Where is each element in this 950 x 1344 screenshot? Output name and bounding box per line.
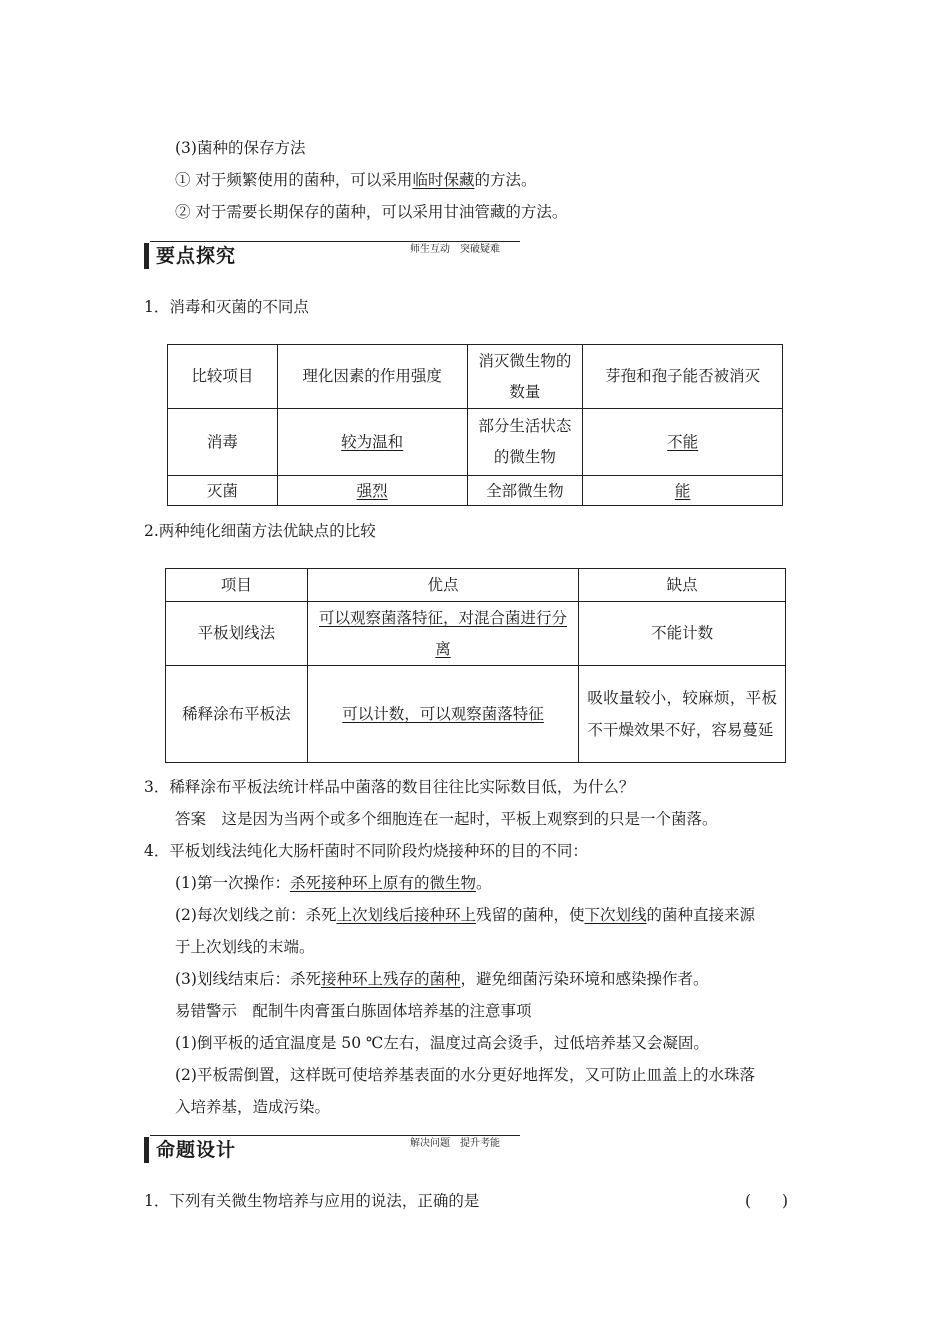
table-header-row (168, 345, 783, 409)
table-cell: 强烈 (277, 476, 467, 506)
table-row (168, 476, 783, 506)
q1-title: 1．消毒和灭菌的不同点 (144, 298, 309, 316)
table-header-row (166, 569, 786, 602)
q4-step-2: (2)每次划线之前：杀死上次划线后接种环上残留的菌种，使下次划线的菌种直接来源 (175, 906, 756, 924)
q4-step-3: (3)划线结束后：杀死接种环上残存的菌种，避免细菌污染环境和感染操作者。 (175, 970, 709, 988)
table-row (166, 666, 786, 763)
table-header: 比较项目 (168, 345, 278, 409)
table-cell: 能 (583, 476, 783, 506)
intro-heading: (3)菌种的保存方法 (175, 139, 306, 157)
section-rule (150, 1135, 520, 1136)
table-header: 缺点 (579, 569, 786, 602)
answer-bracket: ( ) (745, 1192, 789, 1210)
table-cell: 较为温和 (277, 409, 467, 476)
table-cell: 吸收量较小，较麻烦，平板不干燥效果不好，容易蔓延 (579, 666, 786, 763)
table-row (168, 409, 783, 476)
q4-step-2-cont: 于上次划线的末端。 (175, 938, 315, 956)
section-bar (144, 1137, 149, 1163)
disinfection-table (167, 344, 783, 506)
table-header: 项目 (166, 569, 308, 602)
underlined-answer: 临时保藏 (412, 171, 475, 189)
warning-point-2: (2)平板需倒置，这样既可使培养基表面的水分更好地挥发，又可防止皿盖上的水珠落 (175, 1066, 755, 1084)
section-title: 要点探究 (156, 245, 237, 267)
question-1: 1．下列有关微生物培养与应用的说法，正确的是 (144, 1192, 480, 1210)
table-cell: 稀释涂布平板法 (166, 666, 308, 763)
table-cell: 不能计数 (579, 602, 786, 666)
table-cell: 可以计数，可以观察菌落特征 (307, 666, 579, 763)
intro-item-1: ① 对于频繁使用的菌种，可以采用临时保藏的方法。 (175, 171, 537, 189)
table-cell: 灭菌 (168, 476, 278, 506)
q3-title: 3．稀释涂布平板法统计样品中菌落的数目往往比实际数目低，为什么？ (144, 778, 635, 796)
table-header: 消灭微生物的数量 (467, 345, 583, 409)
warning-title: 易错警示 配制牛肉膏蛋白胨固体培养基的注意事项 (175, 1002, 532, 1020)
intro-item-2: ② 对于需要长期保存的菌种，可以采用甘油管藏的方法。 (175, 203, 568, 221)
warning-point-1: (1)倒平板的适宜温度是 50 ℃左右，温度过高会烫手，过低培养基又会凝固。 (175, 1034, 709, 1052)
section-header-question-design (144, 1135, 520, 1165)
q2-title: 2.两种纯化细菌方法优缺点的比较 (144, 522, 376, 540)
table-header: 芽孢和孢子能否被消灭 (583, 345, 783, 409)
section-tag: 师生互动 突破疑难 (410, 244, 500, 255)
table-cell: 平板划线法 (166, 602, 308, 666)
table-header: 理化因素的作用强度 (277, 345, 467, 409)
table-cell: 不能 (583, 409, 783, 476)
table-cell: 全部微生物 (467, 476, 583, 506)
q4-step-1: (1)第一次操作：杀死接种环上原有的微生物。 (175, 874, 492, 892)
section-rule (150, 241, 520, 242)
table-cell: 消毒 (168, 409, 278, 476)
section-header-key-points (144, 241, 520, 271)
warning-point-2-cont: 入培养基，造成污染。 (175, 1098, 331, 1116)
table-header: 优点 (307, 569, 579, 602)
table-cell: 部分生活状态的微生物 (467, 409, 583, 476)
q3-answer: 答案 这是因为当两个或多个细胞连在一起时，平板上观察到的只是一个菌落。 (175, 810, 718, 828)
section-title: 命题设计 (156, 1139, 237, 1161)
table-row (166, 602, 786, 666)
section-bar (144, 243, 149, 269)
section-tag: 解决问题 提升考能 (410, 1138, 500, 1149)
q4-title: 4．平板划线法纯化大肠杆菌时不同阶段灼烧接种环的目的不同： (144, 842, 588, 860)
table-cell: 可以观察菌落特征，对混合菌进行分离 (307, 602, 579, 666)
purification-table (165, 568, 786, 763)
